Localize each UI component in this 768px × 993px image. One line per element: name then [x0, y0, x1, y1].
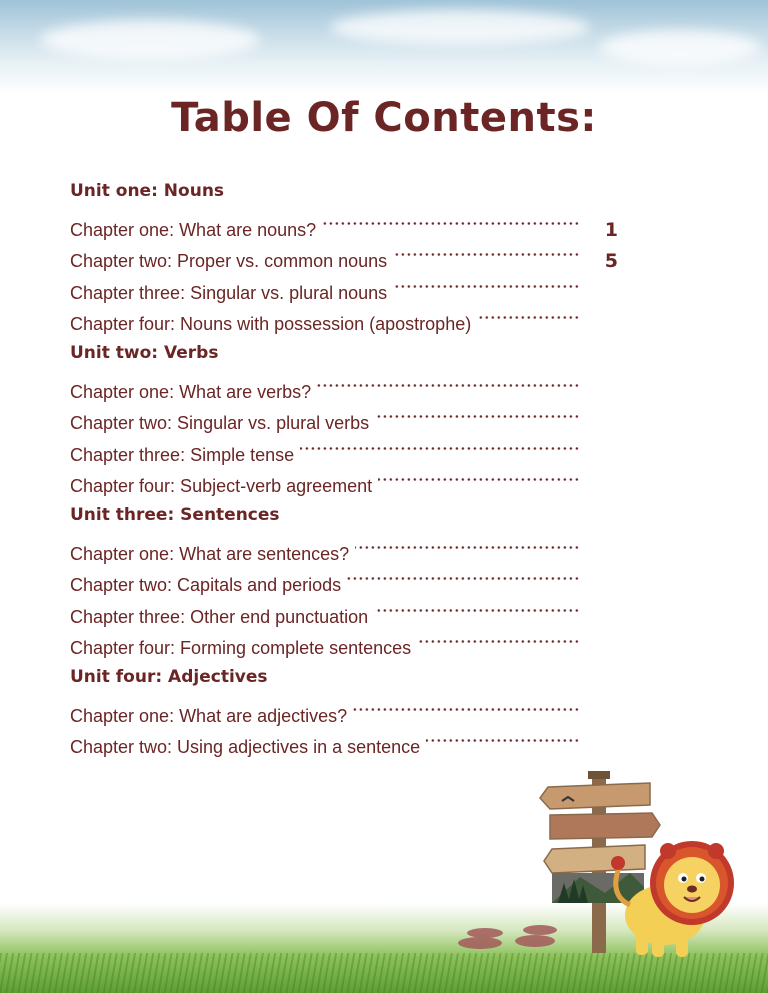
- footprint-icon: [458, 925, 557, 949]
- toc-entry-label: Chapter four: Forming complete sentences: [70, 638, 412, 658]
- dot-leader: [393, 236, 580, 268]
- dot-leader: [300, 429, 580, 461]
- toc-entry-label: Chapter four: Subject-verb agreement: [70, 476, 373, 496]
- toc-entry-label: Chapter one: What are sentences?: [70, 543, 350, 564]
- toc-entry-label: Chapter three: Other end punctuation: [70, 606, 369, 627]
- table-of-contents: [70, 178, 618, 757]
- toc-page-number: 1: [604, 218, 618, 241]
- toc-entry-label: Chapter two: Using adjectives in a sentence: [70, 737, 421, 757]
- dot-leader: [322, 204, 580, 236]
- lion-signpost-illustration: [440, 765, 760, 965]
- unit-heading: Unit three: Sentences: [70, 505, 280, 525]
- dot-leader: [347, 560, 580, 592]
- dot-leader: [353, 690, 580, 722]
- dot-leader: [393, 267, 580, 299]
- dot-leader: [417, 623, 580, 655]
- dot-leader: [355, 528, 580, 560]
- toc-entry-label: Chapter three: Simple tense: [70, 444, 295, 465]
- dot-leader: [426, 722, 580, 754]
- toc-entry[interactable]: [70, 366, 610, 402]
- toc-entry-label: Chapter two: Singular vs. plural verbs: [70, 413, 370, 433]
- toc-entry[interactable]: [70, 528, 610, 564]
- dot-leader: [375, 398, 580, 430]
- unit-heading: Unit four: Adjectives: [70, 667, 268, 687]
- dot-leader: [374, 591, 580, 623]
- toc-entry-label: Chapter one: What are nouns?: [70, 219, 317, 240]
- sky-banner: [0, 0, 768, 95]
- unit-heading: Unit two: Verbs: [70, 343, 219, 363]
- toc-entry-label: Chapter two: Capitals and periods: [70, 575, 342, 595]
- toc-entry[interactable]: [70, 204, 618, 241]
- toc-entry-label: Chapter one: What are adjectives?: [70, 705, 348, 726]
- dot-leader: [378, 461, 580, 493]
- page-title: Table Of Contents:: [171, 95, 597, 141]
- dot-leader: [477, 299, 580, 331]
- toc-entry-label: Chapter four: Nouns with possession (apostrophe): [70, 314, 472, 334]
- toc-entry-label: Chapter three: Singular vs. plural nouns: [70, 282, 388, 303]
- dot-leader: [317, 366, 580, 398]
- unit-heading: Unit one: Nouns: [70, 181, 225, 201]
- toc-entry-label: Chapter two: Proper vs. common nouns: [70, 251, 388, 271]
- toc-entry-label: Chapter one: What are verbs?: [70, 381, 312, 402]
- toc-entry[interactable]: [70, 690, 610, 726]
- toc-page-number: 5: [604, 250, 618, 272]
